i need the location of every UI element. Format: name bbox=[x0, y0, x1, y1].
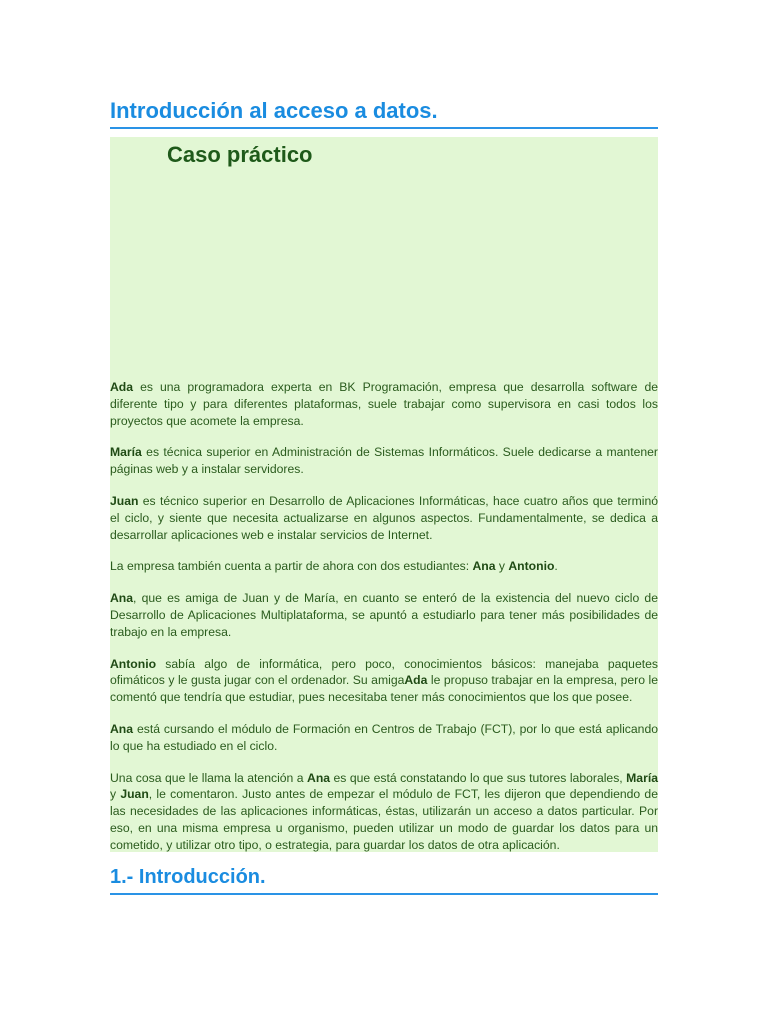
paragraph-ada bbox=[110, 379, 658, 429]
paragraph-text: y bbox=[110, 787, 121, 802]
name-ana: Ana bbox=[472, 559, 496, 574]
case-title: Caso práctico bbox=[167, 142, 313, 167]
name-ada: Ada bbox=[404, 673, 428, 688]
document-page bbox=[110, 0, 658, 895]
paragraph-ana-fct bbox=[110, 721, 658, 755]
name-ada: Ada bbox=[110, 380, 134, 394]
paragraph-text: sabía algo de informática, pero poco, conocimientos básicos: manejaba paquetes ofimáticos y le gusta jugar con el ordenador. Su amiga bbox=[110, 656, 658, 688]
case-practice-box bbox=[110, 137, 658, 852]
paragraph-students bbox=[110, 558, 658, 575]
name-ana: Ana bbox=[307, 770, 331, 785]
paragraph-text: le propuso trabajar en la empresa, pero le comentó que tendría que estudiar, pues necesitaba tener más conocimientos que los que posee. bbox=[110, 673, 658, 705]
name-maria: María bbox=[626, 770, 658, 785]
name-maria: María bbox=[110, 445, 142, 460]
image-placeholder bbox=[110, 169, 658, 379]
paragraph-text: es que está constatando lo que sus tutores laborales, bbox=[330, 770, 627, 785]
paragraph-text: Una cosa que le llama la atención a bbox=[110, 770, 308, 785]
section-heading: 1.- Introducción. bbox=[110, 864, 658, 895]
paragraph-maria bbox=[110, 444, 658, 478]
paragraph-data-access bbox=[110, 770, 658, 854]
paragraph-juan bbox=[110, 493, 658, 543]
name-juan: Juan bbox=[120, 787, 149, 802]
name-ana: Ana bbox=[110, 721, 134, 736]
paragraph-text: es técnico superior en Desarrollo de Aplicaciones Informáticas, hace cuatro años que terminó el ciclo, y siente que necesita actualizarse en algunos aspectos. Fundamentalmente, se dedica a desarrollar aplicaciones web e instalar servicios de Internet. bbox=[110, 493, 658, 542]
name-antonio: Antonio bbox=[110, 656, 157, 671]
paragraph-text: y bbox=[495, 559, 509, 574]
name-juan: Juan bbox=[110, 493, 139, 508]
paragraph-text: , que es amiga de Juan y de María, en cuanto se enteró de la existencia del nuevo ciclo de Desarrollo de Aplicaciones Multiplataforma, se apuntó a estudiarlo para tener más posibilidades de trabajo en la empresa. bbox=[110, 591, 658, 639]
name-ana: Ana bbox=[110, 591, 134, 606]
paragraph-text: es una programadora experta en BK Programación, empresa que desarrolla software de diferente tipo y para diferentes plataformas, suele trabajar como supervisora en casi todos los proyectos que acomete la empresa. bbox=[110, 380, 658, 428]
name-antonio: Antonio bbox=[508, 559, 555, 574]
paragraph-text: . bbox=[554, 559, 558, 574]
paragraph-text: está cursando el módulo de Formación en Centros de Trabajo (FCT), por lo que está aplicando lo que ha estudiado en el ciclo. bbox=[110, 721, 658, 753]
paragraph-antonio bbox=[110, 656, 658, 706]
paragraph-text: La empresa también cuenta a partir de ahora con dos estudiantes: bbox=[110, 559, 473, 574]
paragraph-ana bbox=[110, 590, 658, 640]
page-title: Introducción al acceso a datos. bbox=[110, 0, 658, 129]
paragraph-text: es técnica superior en Administración de Sistemas Informáticos. Suele dedicarse a mantener páginas web y a instalar servidores. bbox=[110, 445, 658, 477]
paragraph-text: , le comentaron. Justo antes de empezar el módulo de FCT, les dijeron que dependiendo de las necesidades de las aplicaciones informáticas, éstas, utilizarán un acceso a datos particular. Por eso, en una misma empresa u organismo, pueden utilizar un modo de guardar los datos para un cometido, y utilizar otro tipo, o estrategia, para guardar los datos de otra aplicación. bbox=[110, 787, 658, 852]
